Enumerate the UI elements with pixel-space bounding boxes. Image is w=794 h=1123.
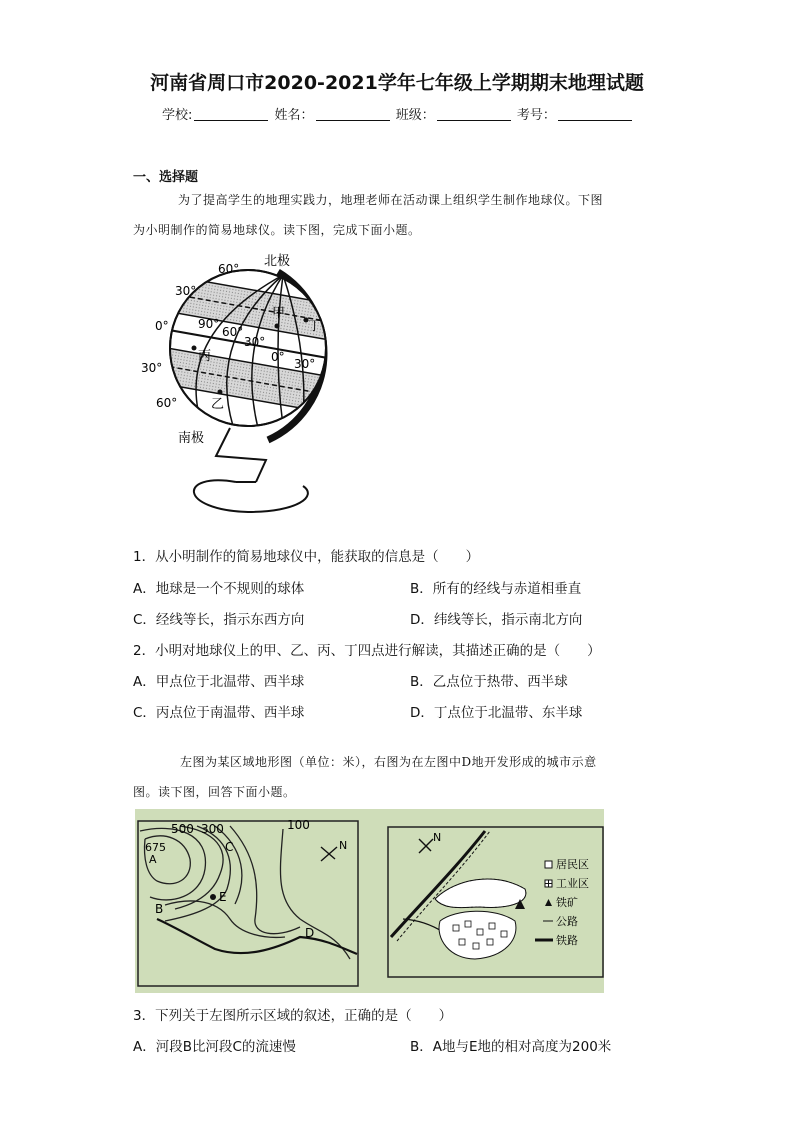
exam-no-label: 考号： bbox=[516, 108, 556, 123]
south-pole-label: 南极 bbox=[178, 431, 205, 446]
map-point-c: C bbox=[225, 840, 234, 854]
intro1-line2: 为小明制作的简易地球仪。读下图，完成下面小题。 bbox=[133, 223, 421, 237]
map-background bbox=[135, 809, 604, 993]
question-2-stem: 2．小明对地球仪上的甲、乙、丙、丁四点进行解读，其描述正确的是（ ） bbox=[133, 643, 601, 659]
north-label-right: N bbox=[433, 831, 442, 844]
q1-option-c: C．经线等长，指示东西方向 bbox=[133, 612, 305, 628]
point-bing: 丙 bbox=[198, 349, 212, 364]
contour-500: 500 bbox=[171, 822, 194, 836]
q3-option-a: A．河段B比河段C的流速慢 bbox=[133, 1039, 296, 1055]
q1-option-a: A．地球是一个不规则的球体 bbox=[133, 581, 305, 597]
lat-label-0: 0° bbox=[155, 319, 169, 333]
question-1-stem: 1．从小明制作的简易地球仪中，能获取的信息是（ ） bbox=[133, 549, 480, 565]
point-yi: 乙 bbox=[211, 397, 225, 412]
q2-option-b: B．乙点位于热带、西半球 bbox=[410, 674, 568, 690]
north-label-left: N bbox=[339, 839, 348, 852]
school-label: 学校: bbox=[162, 108, 193, 123]
intro2-line2: 图。读下图，回答下面小题。 bbox=[133, 785, 296, 799]
lat-label-60n: 60° bbox=[218, 262, 240, 276]
legend-industrial: 工业区 bbox=[556, 877, 589, 890]
map-point-d: D bbox=[305, 926, 315, 940]
q1-option-b: B．所有的经线与赤道相垂直 bbox=[410, 581, 582, 597]
lon-label-30e: 30° bbox=[294, 357, 316, 371]
q2-option-d: D．丁点位于北温带、东半球 bbox=[410, 705, 583, 721]
legend-residential: 居民区 bbox=[556, 858, 589, 871]
lat-label-60s: 60° bbox=[156, 396, 178, 410]
globe-figure bbox=[138, 250, 368, 515]
student-info-line bbox=[162, 104, 634, 123]
lon-label-30: 30° bbox=[244, 335, 266, 349]
map-point-b: B bbox=[155, 902, 164, 916]
section-heading: 一、选择题 bbox=[133, 170, 199, 185]
q2-option-a: A．甲点位于北温带、西半球 bbox=[133, 674, 305, 690]
school-blank bbox=[194, 108, 268, 121]
legend-highway: 公路 bbox=[556, 915, 578, 928]
map-point-e: E bbox=[219, 890, 227, 904]
contour-100: 100 bbox=[287, 818, 310, 832]
lat-label-30n: 30° bbox=[175, 284, 197, 298]
page-title: 河南省周口市2020-2021学年七年级上学期期末地理试题 bbox=[150, 72, 644, 94]
lon-label-90: 90° bbox=[198, 317, 220, 331]
question-3-stem: 3．下列关于左图所示区域的叙述，正确的是（ ） bbox=[133, 1008, 453, 1024]
q1-option-d: D．纬线等长，指示南北方向 bbox=[410, 612, 583, 628]
lat-label-30s: 30° bbox=[141, 361, 163, 375]
contour-300: 300 bbox=[201, 822, 224, 836]
point-ding: 丁 bbox=[308, 319, 322, 334]
lon-label-60: 60° bbox=[222, 325, 244, 339]
intro1-line1: 为了提高学生的地理实践力，地理老师在活动课上组织学生制作地球仪。下图 bbox=[178, 193, 604, 207]
point-jia: 甲 bbox=[272, 306, 286, 321]
map-point-a: A bbox=[149, 853, 157, 866]
name-label: 姓名： bbox=[274, 108, 314, 123]
north-pole-label: 北极 bbox=[264, 254, 291, 269]
map-figure bbox=[135, 809, 604, 993]
legend-iron-mine: 铁矿 bbox=[556, 896, 578, 909]
intro2-line1: 左图为某区域地形图（单位：米），右图为在左图中D地开发形成的城市示意 bbox=[180, 755, 597, 769]
exam-no-blank bbox=[558, 108, 632, 121]
peak-elevation: 675 bbox=[145, 841, 166, 854]
q2-option-c: C．丙点位于南温带、西半球 bbox=[133, 705, 305, 721]
globe-stand bbox=[194, 428, 308, 512]
legend-railway: 铁路 bbox=[556, 934, 578, 947]
lon-label-0: 0° bbox=[271, 350, 285, 364]
class-blank bbox=[437, 108, 511, 121]
q3-option-b: B．A地与E地的相对高度为200米 bbox=[410, 1039, 612, 1055]
name-blank bbox=[316, 108, 390, 121]
class-label: 班级： bbox=[395, 108, 435, 123]
